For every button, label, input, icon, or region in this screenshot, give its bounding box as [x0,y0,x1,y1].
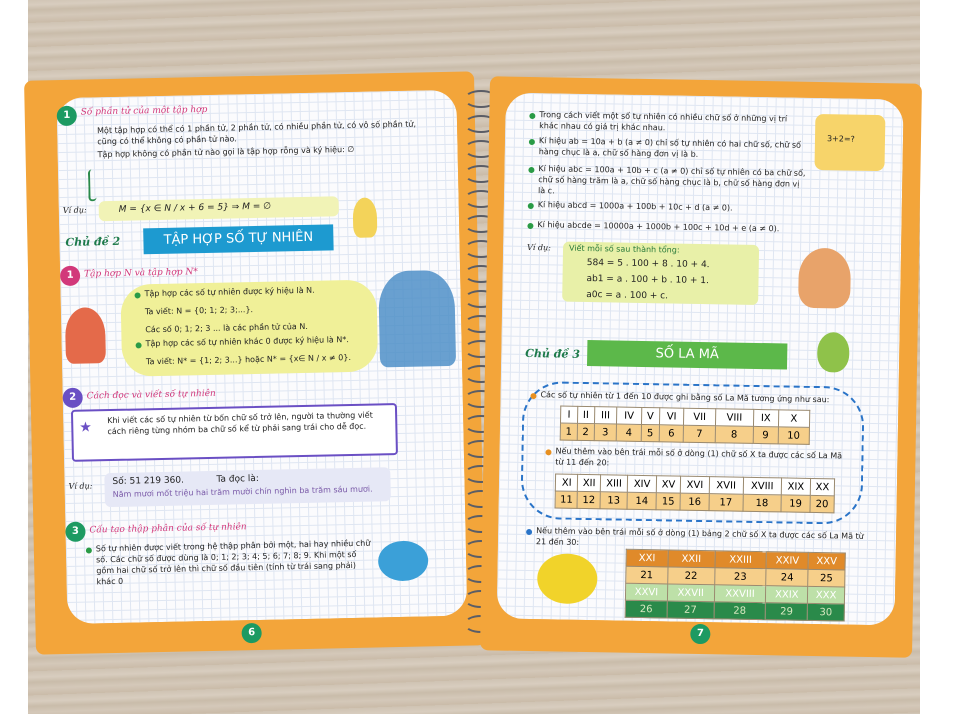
badge: 3+2=? [826,134,855,144]
ex1: 584 = 5 . 100 + 8 . 10 + 4. [586,257,710,271]
cell: 5 [641,424,659,441]
cell: VI [659,408,684,425]
example2-read: Ta đọc là: [216,473,260,485]
s2-line4: Tập hợp các số tự nhiên khác 0 được ký hiệu là N*. [145,335,349,349]
page-number-left: 6 [241,623,261,643]
vidu-label-2: Ví dụ: [68,481,93,491]
cell: XI [555,474,578,491]
s2-line1: Tập hợp các số tự nhiên được ký hiệu là N. [144,285,315,299]
cell: I [561,406,578,423]
cell: XV [656,476,680,493]
section-number-2: 1 [60,266,80,286]
left-page-sheet [56,90,467,624]
section-number-4: 3 [65,522,85,542]
cell: 21 [626,566,668,584]
b2: Kí hiệu ab = 10a + b (a ≠ 0) chỉ số tự nhiên có hai chữ số, chữ số hàng chục là a, chữ số hàng đơn vị là b. [538,136,802,159]
girl-cartoon-icon [378,270,456,368]
cell: XXII [668,550,715,568]
s2-line5: Ta viết: N* = {1; 2; 3...} hoặc N* = {x∈ N / x ≠ 0}. [145,352,352,367]
cell: V [641,407,659,424]
boy-cartoon-icon [65,307,106,364]
dragonfly-icon [378,540,429,581]
section-number-1: 1 [57,106,77,126]
cell: 18 [743,494,782,512]
cell: 27 [667,601,714,619]
bullet [134,292,140,298]
cell: XX [810,478,834,495]
left-page [24,71,486,654]
pear-icon [817,332,850,373]
cell: 3 [594,424,617,441]
cell: 14 [627,492,656,510]
right-page-sheet [497,93,904,626]
section2-title: Tập hợp N và tập hợp N* [84,267,198,280]
b5: Kí hiệu abcde = 10000a + 1000b + 100c + 10d + e (a ≠ 0). [537,220,780,234]
bullet [528,203,534,209]
cell: VIII [715,409,753,427]
s3-text: Khi viết các số tự nhiên từ bốn chữ số trở lên, người ta thường viết cách riêng từng nhóm ba chữ số kể từ phải sang trái cho dễ đọc. [107,410,373,437]
cell: 25 [808,569,845,587]
arabic-row-4 [625,600,844,621]
cell: XXIII [715,551,767,569]
cell: XXIV [766,552,808,570]
bottom-text: Nếu thêm vào bên trái mỗi số ở dòng (1) bảng 2 chữ số X ta được các số La Mã từ 21 đến 30: [535,526,864,547]
mid-text: Nếu thêm vào bên trái mỗi số ở dòng (1) chữ số X ta được các số La Mã từ 11 đến 20: [555,446,843,468]
cell: 13 [600,492,628,509]
cell: X [778,410,810,428]
cell: 22 [667,567,714,585]
bullet [530,393,536,399]
cell: XVII [709,477,743,495]
cell: 20 [810,495,834,512]
cell: 16 [680,493,709,511]
bracket [88,169,97,201]
vidu-label-1: Ví dụ: [62,205,87,215]
cell: 17 [709,494,743,512]
cell: 28 [714,602,766,620]
cell: 2 [577,423,594,440]
topic3-banner: SỐ LA MÃ [587,340,787,369]
cell: XVI [680,476,709,494]
cell: VII [684,408,716,426]
cat-cartoon-icon [798,248,851,309]
cell: XIV [628,475,657,493]
cell: 29 [765,603,807,621]
example2-num: Số: 51 219 360. [112,475,185,488]
roman-table-3 [625,549,846,622]
topic2-banner: TẬP HỢP SỐ TỰ NHIÊN [143,224,334,254]
roman-table-1 [560,406,811,445]
s2-line2: Ta viết: N = {0; 1; 2; 3;...}. [144,305,254,317]
cell: XIX [781,478,810,496]
cell: 4 [616,424,641,441]
b3: Kí hiệu abc = 100a + 10b + c (a ≠ 0) chỉ số tự nhiên có ba chữ số, chữ số hàng trăm là a, chữ số hàng chục là b, chữ số hàng đơn vị là c. [537,164,806,196]
cell: 19 [781,495,810,513]
cell: IV [617,407,642,424]
cell: IX [753,409,778,426]
cell: XXX [808,586,845,604]
arabic-row-1 [560,423,809,444]
cell: 8 [715,426,753,444]
page-number-right: 7 [690,624,710,644]
section1-text2: Tập hợp không có phần tử nào gọi là tập hợp rỗng và ký hiệu: ∅ [97,144,355,160]
right-page [480,76,922,657]
intro: Các số tự nhiên từ 1 đến 10 được ghi bằng số La Mã tương ứng như sau: [540,390,830,405]
topic2-label: Chủ đề 2 [65,234,121,249]
ex-title: Viết mỗi số sau thành tổng: [568,243,680,255]
white-border-right [920,0,960,714]
section3-title: Cách đọc và viết số tự nhiên [86,388,216,402]
cell: XXVII [667,584,714,602]
section-number-3: 2 [62,388,82,408]
ex3: a0c = a . 100 + c. [586,289,669,302]
cell: 30 [807,603,844,621]
cell: 11 [555,491,578,508]
bullet [528,167,534,173]
section1-title: Số phần tử của một tập hợp [80,104,208,118]
cell: 1 [560,423,577,440]
cell: II [577,406,594,423]
cell: XXVI [625,583,667,601]
cell: 6 [659,425,684,442]
cell: 23 [714,568,766,586]
ex2: ab1 = a . 100 + b . 10 + 1. [586,273,709,287]
sun-diamond-icon [537,553,598,604]
bullet [529,139,535,145]
bullet [526,529,532,535]
cell: XXVIII [714,585,766,603]
b4: Kí hiệu abcd = 1000a + 100b + 10c + d (a ≠ 0). [537,200,733,213]
roman-table-2 [555,473,836,513]
cell: 9 [753,426,778,443]
example2-words: Năm mươi mốt triệu hai trăm mười chín nghìn ba trăm sáu mươi. [112,484,373,500]
cell: XXIX [766,586,808,604]
cell: XXI [626,549,668,567]
bullet [86,547,92,553]
section1-text1: Một tập hợp có thể có 1 phần tử, 2 phần tử, có nhiều phần tử, có vô số phần tử, cũng có thể không có phần tử nào. [97,119,417,147]
bullet [527,223,533,229]
cell: 7 [684,425,716,443]
example1: M = {x ∈ N / x + 6 = 5} ⇒ M = ∅ [118,201,272,215]
cell: 10 [778,427,810,445]
bullet [529,113,535,119]
section4-title: Cấu tạo thập phân của số tự nhiên [89,522,247,536]
vidu-label-r: Ví dụ: [526,242,551,253]
cell: XIII [600,475,628,492]
lightbulb-icon [353,197,378,237]
s4-text: Số tự nhiên được viết trong hệ thập phân bởi một, hai hay nhiều chữ số. Các chữ số được dùng là 0; 1; 2; 3; 4; 5; 6; 7; 8; 9. Khi một số gồm hai chữ số trở lên thì chữ số đầu tiên (tính từ trái sang phải) khác 0 [95,538,371,587]
s2-line3: Các số 0; 1; 2; 3 ... là các phần tử của N. [145,321,308,335]
bullet [136,342,142,348]
cell: 12 [577,491,600,508]
topic3-label: Chủ đề 3 [525,346,581,361]
cell: XVIII [743,477,782,495]
b1: Trong cách viết một số tự nhiên có nhiều chữ số ở những vị trí khác nhau có giá trị khác nhau. [539,110,788,133]
star-icon: ★ [79,419,93,436]
cell: III [594,407,617,424]
cell: 15 [656,493,680,510]
cell: 26 [625,600,667,618]
cell: XII [578,474,601,491]
bullet [545,449,551,455]
cell: XXV [808,552,845,570]
cell: 24 [766,569,808,587]
